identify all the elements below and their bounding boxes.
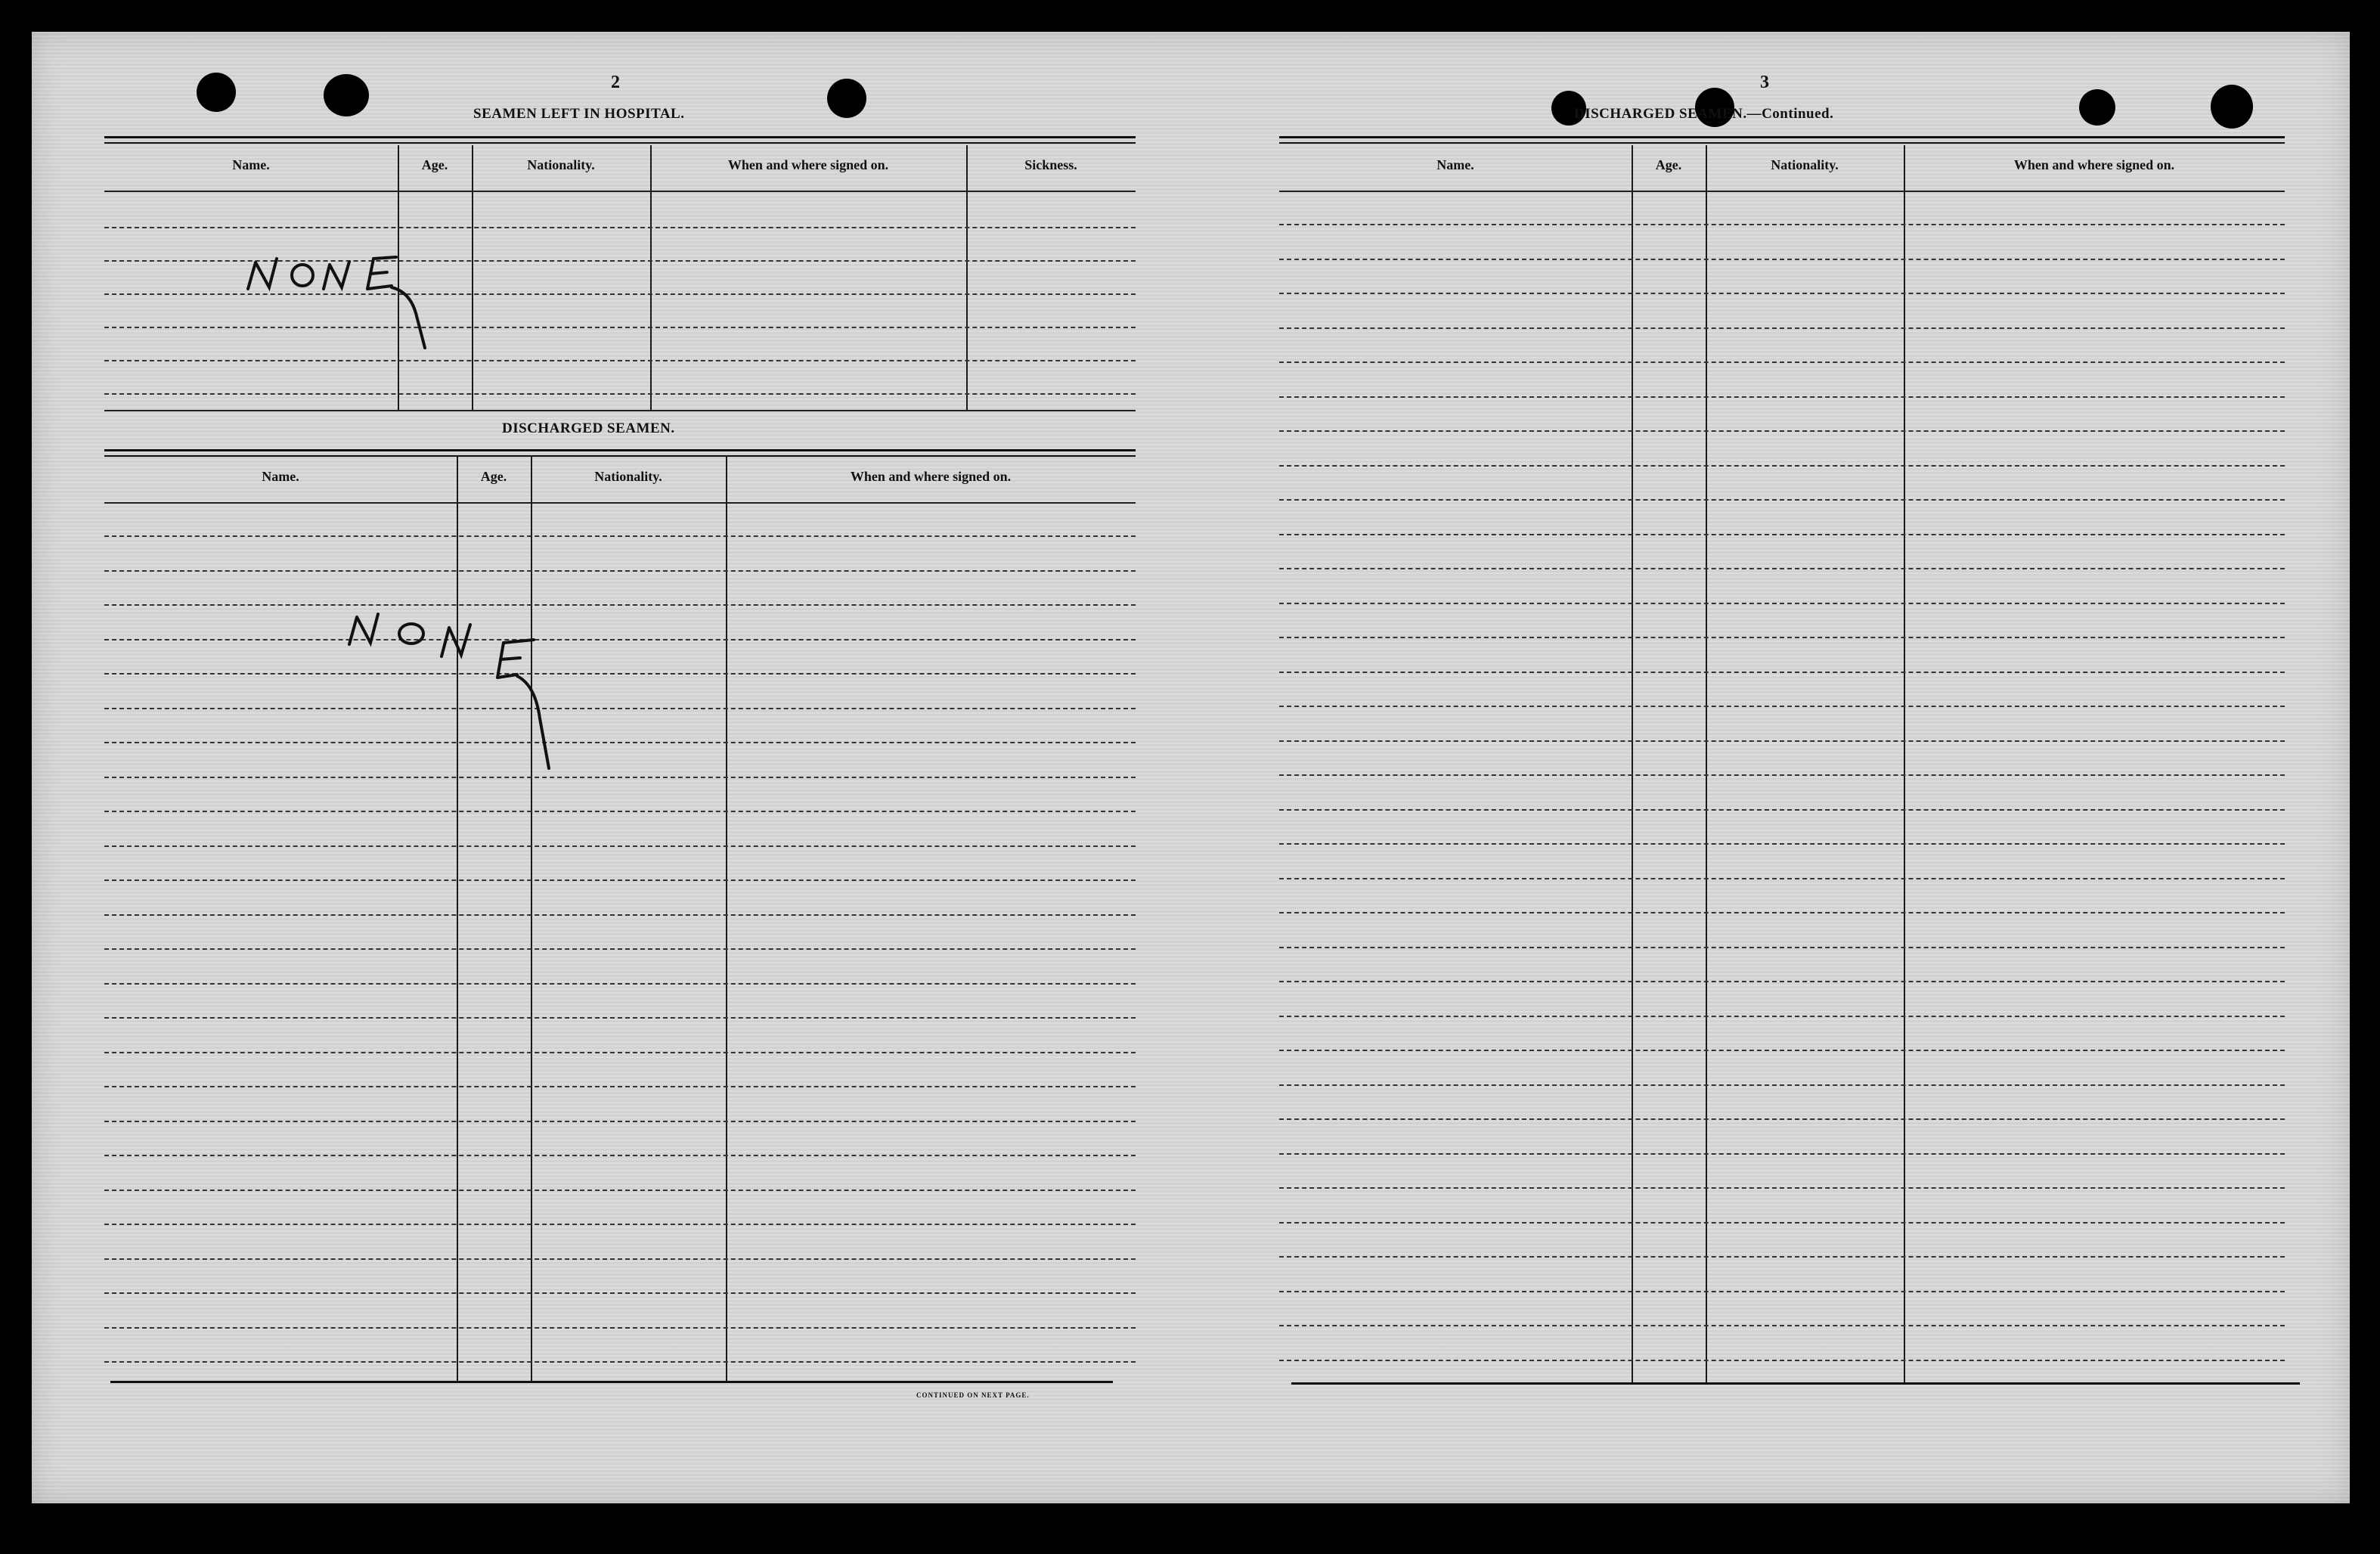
entry-row [1279,224,2285,225]
entry-row [1279,706,2285,707]
entry-row [104,1292,1136,1294]
entry-row [104,673,1136,675]
entry-row [1279,430,2285,432]
header-underline [104,502,1136,504]
entry-row [1279,1360,2285,1361]
entry-row [1279,603,2285,604]
entry-row [104,1086,1136,1087]
entry-row [104,708,1136,709]
entry-row [1279,293,2285,294]
entry-row [104,845,1136,847]
entry-row [1279,1187,2285,1189]
col-header-nationality: Nationality. [527,157,595,172]
entry-row [1279,1153,2285,1155]
entry-row [1279,740,2285,742]
entry-row [1279,947,2285,948]
page-number: 2 [611,73,620,92]
entry-row [104,879,1136,881]
entry-row [1279,499,2285,501]
bottom-rule [110,1381,1113,1383]
entry-row [1279,534,2285,535]
header-underline [1279,191,2285,192]
entry-row [1279,878,2285,879]
left-page [32,32,1166,1503]
col-header-age: Age. [480,469,507,484]
entry-row [104,570,1136,572]
section-title-hospital: SEAMEN LEFT IN HOSPITAL. [473,106,685,122]
entry-row [104,1155,1136,1156]
col-header-name: Name. [232,157,270,172]
entry-row [104,1327,1136,1329]
column-divider [726,455,727,1382]
column-divider [966,145,968,411]
entry-row [1279,1256,2285,1258]
entry-row [1279,1291,2285,1292]
entry-row [1279,912,2285,913]
entry-row [1279,568,2285,569]
entry-row [104,811,1136,812]
col-header-sickness: Sickness. [1024,157,1077,172]
entry-row [104,1052,1136,1053]
bottom-rule [1291,1382,2300,1385]
entry-row [1279,843,2285,845]
document-paper [32,32,2350,1503]
header-rule [1279,136,2285,144]
continued-note: CONTINUED ON NEXT PAGE. [916,1391,1030,1399]
entry-row [104,742,1136,743]
handwritten-none [240,228,482,357]
entry-row [104,948,1136,950]
section-title-discharged: DISCHARGED SEAMEN. [502,420,675,436]
entry-row [104,604,1136,606]
page-number: 3 [1760,73,1769,92]
entry-row [1279,1222,2285,1224]
col-header-name: Name. [262,469,299,484]
col-header-nationality: Nationality. [1771,157,1839,172]
entry-row [104,535,1136,537]
header-underline [104,191,1136,192]
entry-row [104,1190,1136,1191]
entry-row [104,1121,1136,1122]
entry-row [1279,672,2285,673]
entry-row [1279,1325,2285,1326]
entry-row [1279,1016,2285,1017]
entry-row [1279,637,2285,638]
entry-row [1279,774,2285,776]
col-header-age: Age. [421,157,448,172]
entry-row [104,777,1136,778]
col-header-nationality: Nationality. [594,469,662,484]
entry-row [1279,1084,2285,1086]
entry-row [104,1017,1136,1019]
col-header-age: Age. [1655,157,1682,172]
entry-row [104,1361,1136,1363]
entry-row [104,360,1136,361]
column-divider [1632,145,1633,1382]
entry-row [104,1224,1136,1225]
section-bottom-rule [104,410,1136,411]
entry-row [104,639,1136,641]
entry-row [1279,981,2285,982]
col-header-signed-on: When and where signed on. [2013,157,2175,172]
entry-row [104,983,1136,985]
column-divider [650,145,652,411]
section-title-discharged-continued: DISCHARGED SEAMEN.—Continued. [1574,106,1834,122]
entry-row [104,914,1136,916]
column-divider [1904,145,1905,1382]
column-divider [1706,145,1707,1382]
entry-row [104,1258,1136,1260]
entry-row [1279,465,2285,467]
entry-row [1279,1118,2285,1120]
entry-row [1279,809,2285,811]
col-header-signed-on: When and where signed on. [850,469,1012,484]
entry-row [1279,259,2285,260]
col-header-name: Name. [1436,157,1474,172]
handwritten-none [342,606,614,796]
header-rule [104,136,1136,144]
column-divider [531,455,532,1382]
right-page [1211,32,2350,1503]
header-rule [104,449,1136,457]
entry-row [1279,1050,2285,1051]
entry-row [1279,361,2285,363]
entry-row [1279,396,2285,398]
entry-row [104,393,1136,395]
column-divider [457,455,458,1382]
entry-row [1279,327,2285,329]
col-header-signed-on: When and where signed on. [727,157,889,172]
